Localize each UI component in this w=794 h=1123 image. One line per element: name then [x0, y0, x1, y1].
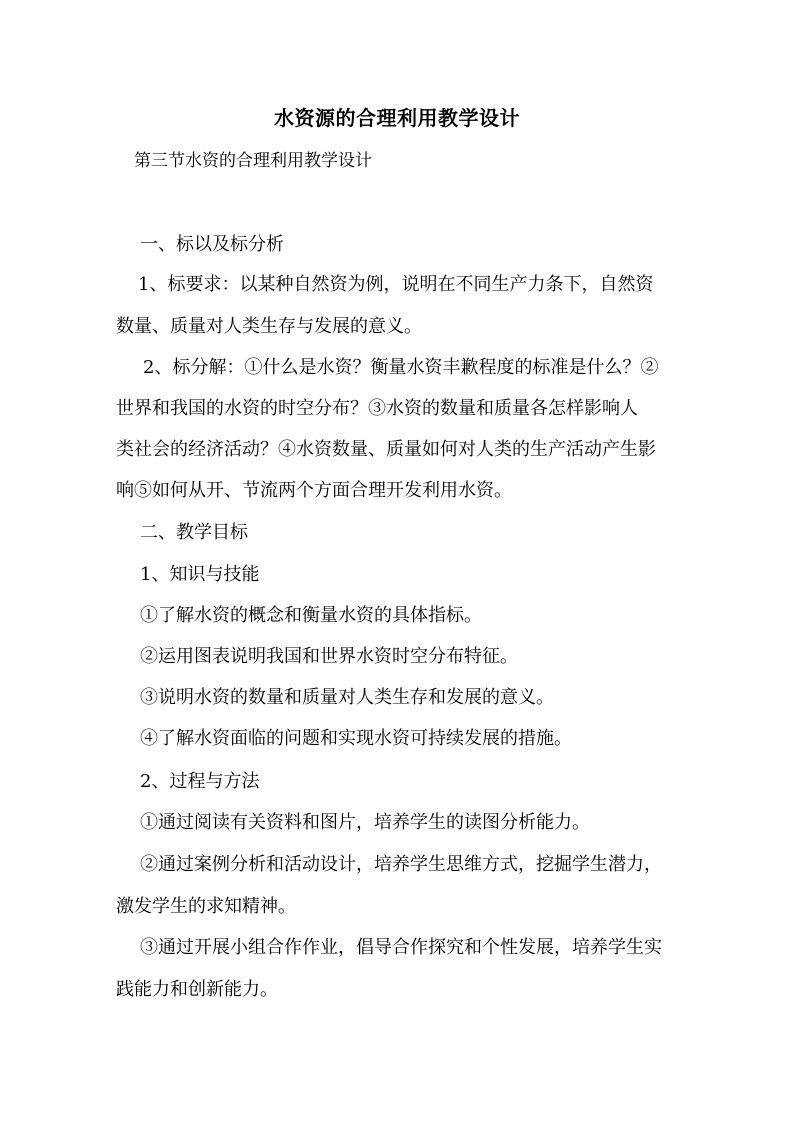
paragraph-line: 1、标要求：以某种自然资为例，说明在不同生产力条下，自然资 — [138, 274, 654, 295]
paragraph-line: 激发学生的求知精神。 — [116, 896, 296, 917]
paragraph-line: 类社会的经济活动？④水资数量、质量如何对人类的生产活动产生影 — [116, 439, 656, 460]
section-heading-objectives: 二、教学目标 — [140, 522, 248, 543]
paragraph-line: 响⑤如何从开、节流两个方面合理开发利用水资。 — [116, 480, 512, 501]
paragraph-line: 数量、质量对人类生存与发展的意义。 — [116, 316, 422, 337]
subsection-heading-process: 2、过程与方法 — [140, 771, 260, 792]
page-title: 水资源的合理利用教学设计 — [274, 106, 520, 130]
list-item: ③说明水资的数量和质量对人类生存和发展的意义。 — [140, 687, 554, 708]
list-item: ①通过阅读有关资料和图片，培养学生的读图分析能力。 — [140, 812, 590, 833]
list-item: ③通过开展小组合作作业，倡导合作探究和个性发展，培养学生实 — [140, 937, 662, 958]
list-item: ①了解水资的概念和衡量水资的具体指标。 — [140, 605, 482, 626]
page-subtitle: 第三节水资的合理利用教学设计 — [134, 151, 372, 171]
list-item: ④了解水资面临的问题和实现水资可持续发展的措施。 — [140, 728, 572, 749]
subsection-heading-knowledge: 1、知识与技能 — [140, 564, 260, 585]
list-item: ②运用图表说明我国和世界水资时空分布特征。 — [140, 646, 518, 667]
section-heading-standards: 一、标以及标分析 — [140, 234, 284, 255]
paragraph-line: 践能力和创新能力。 — [116, 979, 278, 1000]
paragraph-line: 2、标分解：①什么是水资？衡量水资丰歉程度的标准是什么？② — [143, 357, 659, 378]
paragraph-line: 世界和我国的水资的时空分布？③水资的数量和质量各怎样影响人 — [116, 398, 638, 419]
list-item: ②通过案例分析和活动设计，培养学生思维方式，挖掘学生潜力， — [140, 854, 662, 875]
